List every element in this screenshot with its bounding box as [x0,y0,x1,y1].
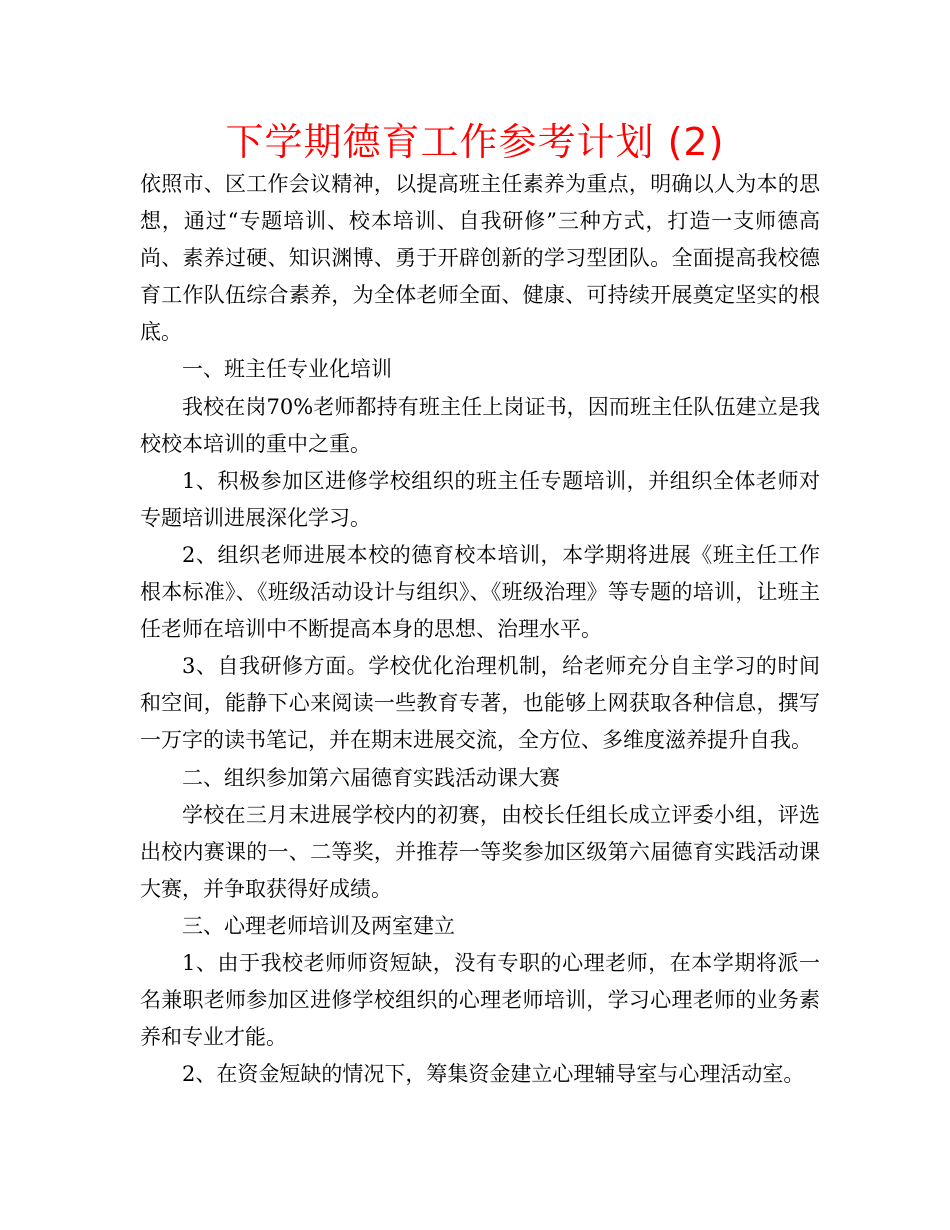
document-body [140,166,820,1093]
paragraph: 学校在三月末进展学校内的初赛，由校长任组长成立评委小组，评选出校内赛课的一、二等奖，并推荐一等奖参加区级第六届德育实践活动课大赛，并争取获得好成绩。 [140,802,820,901]
paragraph: 3、自我研修方面。学校优化治理机制，给老师充分自主学习的时间和空间，能静下心来阅读一些教育专著，也能够上网获取各种信息，撰写一万字的读书笔记，并在期末进展交流，全方位、多维度滋养提升自我。 [140,654,820,753]
paragraph: 2、在资金短缺的情况下，筹集资金建立心理辅导室与心理活动室。 [182,1062,805,1087]
heading-section-3: 三、心理老师培训及两室建立 [182,913,455,938]
paragraph: 2、组织老师进展本校的德育校本培训，本学期将进展《班主任工作根本标准》、《班级活动设计与组织》、《班级治理》等专题的培训，让班主任老师在培训中不断提高本身的思想、治理水平。 [140,542,820,642]
document-title: 下学期德育工作参考计划 (2) [225,120,725,164]
paragraph-intro: 依照市、区工作会议精神，以提高班主任素养为重点，明确以人为本的思想，通过“专题培训、校本培训、自我研修”三种方式，打造一支师德高尚、素养过硬、知识渊博、勇于开辟创新的学习型团队。全面提高我校德育工作队伍综合素养，为全体老师全面、健康、可持续开展奠定坚实的根底。 [140,172,820,345]
paragraph: 1、积极参加区进修学校组织的班主任专题培训，并组织全体老师对专题培训进展深化学习。 [140,468,820,530]
paragraph: 1、由于我校老师师资短缺，没有专职的心理老师，在本学期将派一名兼职老师参加区进修学校组织的心理老师培训，学习心理老师的业务素养和专业才能。 [140,950,820,1050]
paragraph: 我校在岗70%老师都持有班主任上岗证书，因而班主任队伍建立是我校校本培训的重中之重。 [140,394,820,456]
heading-section-1: 一、班主任专业化培训 [182,357,392,382]
heading-section-2: 二、组织参加第六届德育实践活动课大赛 [182,765,560,790]
